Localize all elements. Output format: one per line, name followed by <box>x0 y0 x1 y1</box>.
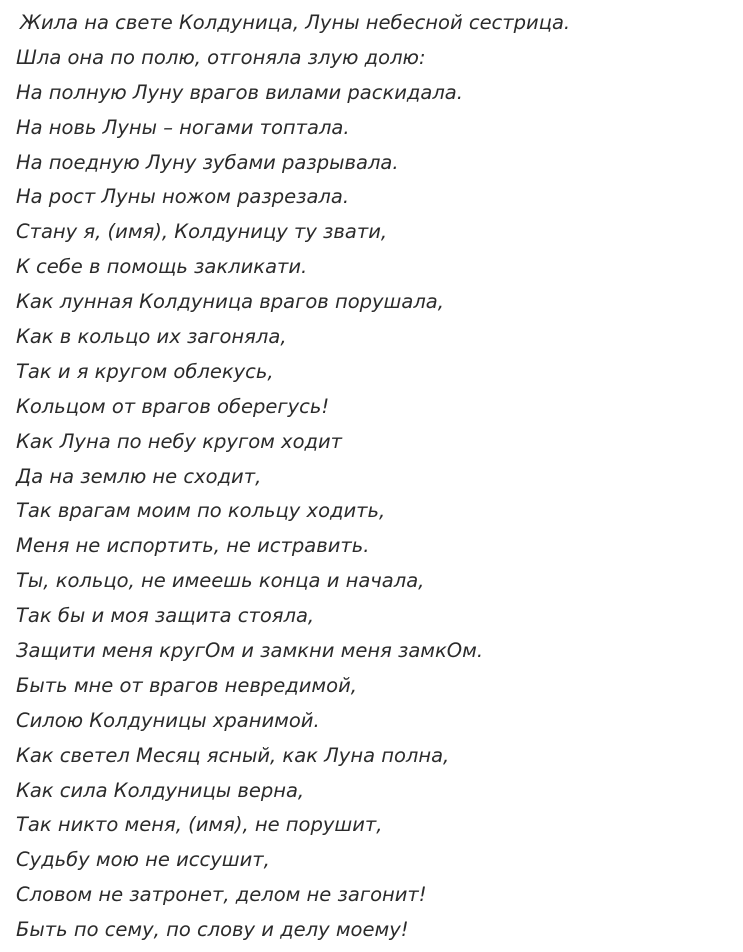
poem-line: Ты, кольцо, не имеешь конца и начала, <box>16 569 425 593</box>
poem-line: Быть по сему, по слову и делу моему! <box>16 918 409 942</box>
poem-line: Так никто меня, (имя), не порушит, <box>16 813 383 837</box>
poem-line: Стану я, (имя), Колдуницу ту звати, <box>16 220 388 244</box>
poem-line: На поедную Луну зубами разрывала. <box>16 150 399 174</box>
poem-line: Быть мне от врагов невредимой, <box>16 673 357 697</box>
poem-line: К себе в помощь закликати. <box>16 255 308 279</box>
poem-line: Как в кольцо их загоняла, <box>16 325 287 349</box>
poem-line: Как лунная Колдуница врагов порушала, <box>16 290 444 314</box>
poem-line: На рост Луны ножом разрезала. <box>16 185 350 209</box>
poem-line: Так врагам моим по кольцу ходить, <box>16 499 386 523</box>
poem-line: Так и я кругом облекусь, <box>16 359 274 383</box>
poem-line: Кольцом от врагов оберегусь! <box>16 394 330 418</box>
poem-line: Судьбу мою не иссушит, <box>16 848 270 872</box>
poem-text <box>16 6 736 948</box>
poem-line: Меня не испортить, не истравить. <box>16 534 370 558</box>
poem-line: Так бы и моя защита стояла, <box>16 604 315 628</box>
poem-line: Как Луна по небу кругом ходит <box>16 429 343 453</box>
poem-line: Словом не затронет, делом не загонит! <box>16 883 427 907</box>
poem-line: На новь Луны – ногами топтала. <box>16 115 350 139</box>
poem-line: Да на землю не сходит, <box>16 464 262 488</box>
poem-line: Силою Колдуницы хранимой. <box>16 708 320 732</box>
poem-line: Жила на свете Колдуница, Луны небесной сестрица. <box>20 11 571 34</box>
poem-line: Как сила Колдуницы верна, <box>16 778 305 802</box>
poem-line: На полную Луну врагов вилами раскидала. <box>16 80 463 104</box>
poem-line: Шла она по полю, отгоняла злую долю: <box>16 45 426 69</box>
poem-line: Защити меня кругОм и замкни меня замкОм. <box>16 639 484 663</box>
poem-line: Как светел Месяц ясный, как Луна полна, <box>16 743 450 767</box>
